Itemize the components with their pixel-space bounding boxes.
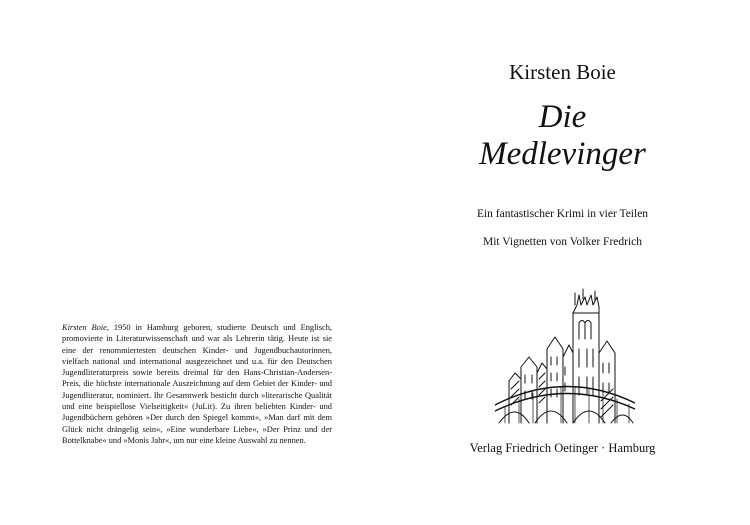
illustrator-credit: Mit Vignetten von Volker Fredrich	[482, 236, 643, 248]
title-page	[375, 0, 750, 525]
book-subtitle: Ein fantastischer Krimi in vier Teilen	[476, 208, 649, 220]
publisher-imprint: Verlag Friedrich Oetinger · Hamburg	[469, 441, 656, 455]
bio-author-name: Kirsten Boie,	[62, 323, 109, 332]
city-bridge-vignette-icon	[495, 283, 635, 425]
book-title-line-2: Medlevinger	[479, 136, 646, 172]
book-title-line-1: Die	[538, 99, 587, 135]
author-name: Kirsten Boie	[509, 60, 616, 84]
author-biography	[62, 322, 332, 446]
bio-text: 1950 in Hamburg geboren, studierte Deutsch und Englisch, promovierte in Literaturwissenschaft und war als Lehrerin tätig. Heute ist sie eine der renommiertesten deutschen Kinder- und Jugendbuchautorinnen, vielfach national und international ausgezeichnet und u.a. für den Deutschen Jugendliteraturpreis sowie bereits dreimal für den Hans-Christian-Andersen-Preis, die höchste internationale Auszeichnung auf dem Gebiet der Kinder- und Jugendliteratur, nominiert. Ihr Gesamtwerk besticht durch »literarische Qualität und eine beispiellose Vielseitigkeit« (JuLit). Zu ihren beliebten Kinder- und Jugendbüchern gehören »Der durch den Spiegel kommt«, »Man darf mit dem Glück nicht drängelig sein«, »Eine wunderbare Liebe«, »Der Prinz und der Bottelknabe« und »Monis Jahr«, um nur eine kleine Auswahl zu nennen.	[62, 323, 333, 445]
